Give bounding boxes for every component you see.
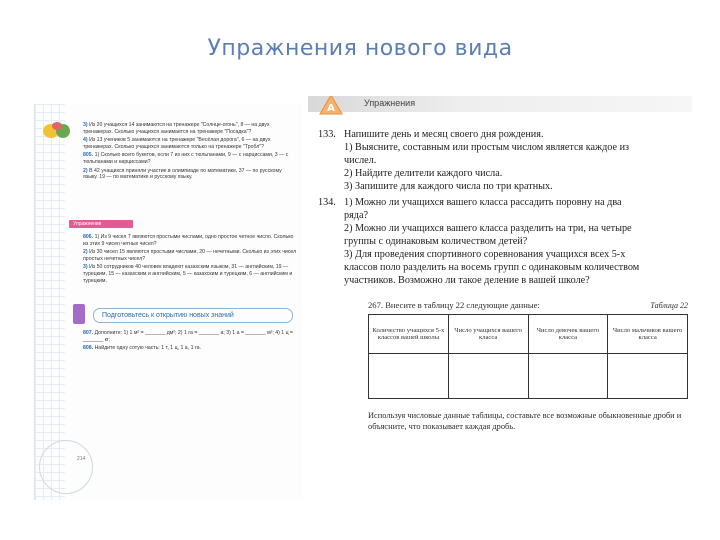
- list-item: 2) В 42 учащихся приняли участие в олимпиаде по математике, 37 — по русскому языку. 19 — по математике и русскому языку.: [83, 167, 282, 181]
- slide-title: Упражнения нового вида: [207, 36, 513, 61]
- exercise-134: [318, 196, 690, 287]
- list-item: 4) Из 13 учеников 5 занимаются на тренажере "Весёлая дорога", 6 — на двух тренажерах. Сколько учащихся занимаются только на тренажере "Тробл"?: [83, 137, 271, 150]
- table-header-row: [369, 315, 688, 354]
- page-number: 214: [77, 456, 86, 462]
- left-textbook-page: [34, 104, 303, 500]
- svg-text:A: A: [327, 103, 335, 114]
- exercise-line: числел.: [344, 155, 377, 166]
- exercise-line: 3) Запишите для каждого числа по три кратных.: [344, 181, 553, 192]
- section-banner: Подготовьтесь к открытию новых знаний: [93, 308, 293, 323]
- table-header-cell: Число мальчиков вашего класса: [608, 315, 688, 354]
- exercise-267-intro: 267. Внесите в таблицу 22 следующие данные:: [368, 300, 540, 310]
- table-cell: [528, 354, 608, 399]
- pencil-icon: [73, 304, 85, 324]
- exercise-line: Напишите день и месяц своего дня рождения.: [344, 129, 544, 140]
- exercise-line: классов поло разделить на восемь групп с одинаковым количеством: [344, 262, 640, 273]
- exercise-267: [368, 300, 688, 431]
- data-table: [368, 314, 688, 399]
- table-caption: Таблица 22: [650, 301, 688, 310]
- section-header-label: Упражнения: [364, 98, 416, 108]
- exercise-line: группы с одинаковым количеством детей?: [344, 236, 528, 247]
- table-cell: [369, 354, 449, 399]
- list-item: 808. Найдите одну сотую часть: 1 т, 1 ц, 1 а, 1 га.: [83, 345, 201, 352]
- exercise-line: 2) Найдите делители каждого числа.: [344, 168, 503, 179]
- decorative-circle: [39, 440, 93, 494]
- table-header-cell: Число учащихся вашего класса: [448, 315, 528, 354]
- exercise-number: 134.: [318, 197, 336, 208]
- list-item: 807. Дополните: 1) 1 м² = _______ дм²; 2) 1 га = _______ а; 3) 1 а = _______ м²; 4) 1 ц = _______ кг;: [83, 330, 294, 343]
- list-item: 806. 1) Из 9 чисел 7 являются простыми числами, одно простое четное число. Сколько из этих 9 чисел четных чисел?: [83, 234, 294, 247]
- exercise-line: ряда?: [344, 210, 369, 221]
- left-text-block-3: [83, 330, 297, 354]
- list-item: 2) Из 30 чисел 15 являются простыми числами, 20 — нечетными. Сколько из этих чисел простых нечетных чисел?: [83, 249, 297, 262]
- list-item: 3) Из 50 сотрудников 40 человек владеют казахским языком, 31 — английским, 19 — турецким, 15 — казахским и английским, 5 — казахским и турецким, 6 — английским и турецким.: [83, 264, 293, 284]
- exercise-line: 2) Можно ли учащихся вашего класса разделить на три, на четыре: [344, 223, 632, 234]
- table-cell: [448, 354, 528, 399]
- exercise-line: 1) Можно ли учащихся вашего класса рассадить поровну на два: [344, 197, 622, 208]
- exercise-267-footer: Используя числовые данные таблицы, составьте все возможные обыкновенные дроби и объясните, что показывает каждая дробь.: [368, 411, 682, 431]
- table-header-cell: Количество учащихся 5-х классов вашей школы: [369, 315, 449, 354]
- exercise-line: 1) Выясните, составным или простым числом является каждое из: [344, 142, 630, 153]
- exercise-number: 133.: [318, 129, 336, 140]
- right-textbook-page: [308, 96, 692, 446]
- letter-a-icon: [318, 96, 344, 116]
- exercise-133: [318, 128, 690, 193]
- exercise-line: 3) Для проведения спортивного соревнования учащихся всех 5-х: [344, 249, 626, 260]
- table-row: [369, 354, 688, 399]
- table-header-cell: Число девочек вашего класса: [528, 315, 608, 354]
- table-cell: [608, 354, 688, 399]
- exercise-line: участников. Возможно ли такое деление в вашей школе?: [344, 275, 590, 286]
- fruit-illustration: [41, 118, 75, 140]
- left-text-block-2: [83, 234, 297, 286]
- left-text-block-1: [83, 122, 297, 183]
- list-item: 3) Из 20 учащихся 14 занимаются на тренажере "Солнце-огонь", 8 — на двух тренажерах. Сколько учащихся занимается на тренажере "Посадка"?: [83, 122, 270, 135]
- list-item: 805. 1) Сколько всего букетов, если 7 из них с тюльпанами, 9 — с нарциссами, 3 — с тюльпанами и нарциссами?: [83, 152, 289, 165]
- section-tab: Упражнения: [69, 220, 133, 228]
